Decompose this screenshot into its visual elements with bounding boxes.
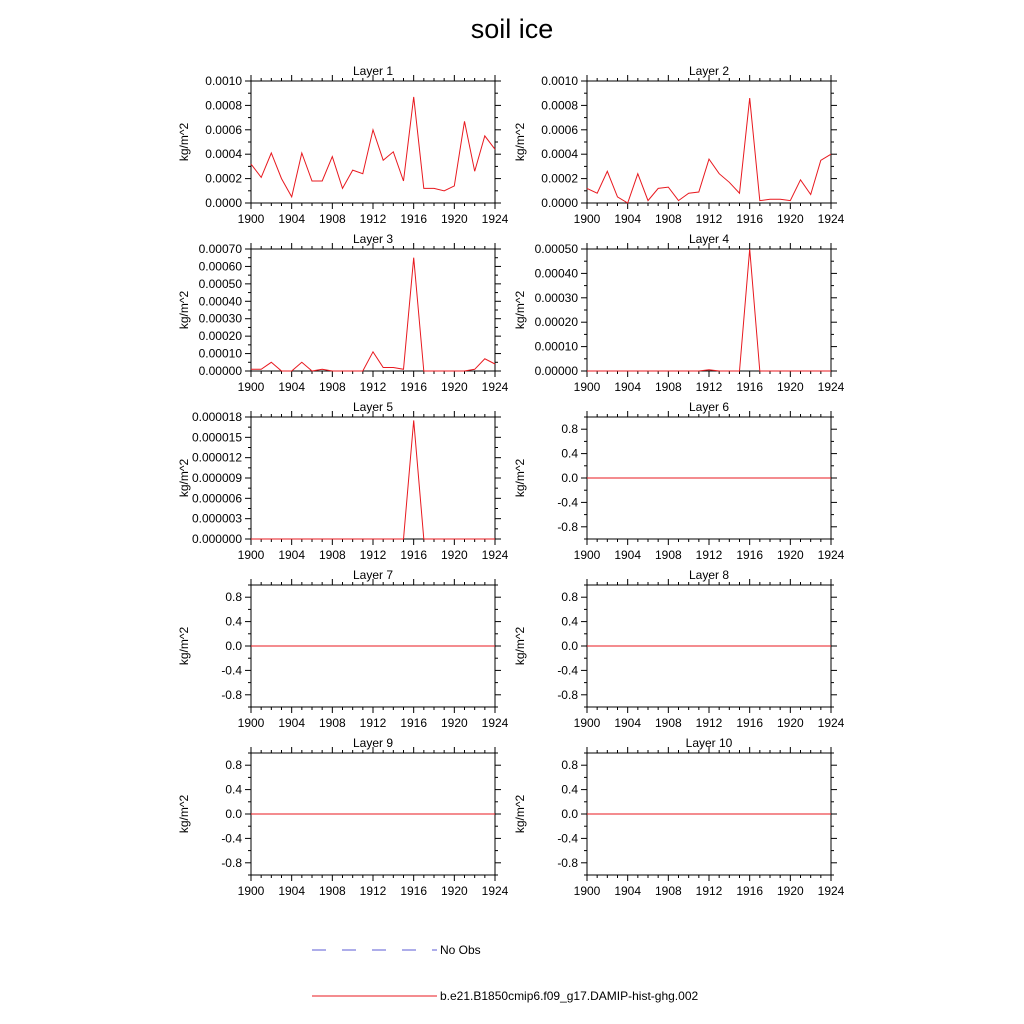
x-tick-label: 1912 xyxy=(359,380,387,394)
x-tick-label: 1900 xyxy=(573,548,601,562)
series-line xyxy=(251,97,495,197)
panel-title: Layer 4 xyxy=(688,232,730,246)
y-tick-label: 0.4 xyxy=(561,446,578,461)
x-tick-label: 1924 xyxy=(817,380,845,394)
x-tick-label: 1908 xyxy=(318,212,346,226)
x-tick-label: 1900 xyxy=(573,212,601,226)
y-tick-label: -0.8 xyxy=(557,855,578,870)
y-tick-label: 0.00040 xyxy=(534,266,578,281)
x-tick-label: 1900 xyxy=(237,548,265,562)
x-tick-label: 1900 xyxy=(573,380,601,394)
x-tick-label: 1900 xyxy=(237,212,265,226)
x-tick-label: 1920 xyxy=(440,716,468,730)
y-tick-label: 0.0000 xyxy=(205,196,242,210)
x-tick-label: 1912 xyxy=(695,548,723,562)
x-tick-label: 1908 xyxy=(654,716,682,730)
x-tick-label: 1920 xyxy=(440,380,468,394)
y-tick-label: 0.00020 xyxy=(198,329,242,344)
series-line xyxy=(587,98,831,203)
panel-layer-4 xyxy=(513,232,845,394)
y-tick-label: 0.00050 xyxy=(198,276,242,291)
y-tick-label: 0.0 xyxy=(225,639,242,653)
panel-layer-2 xyxy=(513,64,845,226)
y-tick-label: 0.0004 xyxy=(205,147,242,162)
x-tick-label: 1920 xyxy=(776,548,804,562)
y-axis-label: kg/m^2 xyxy=(177,122,191,162)
y-tick-label: 0.0006 xyxy=(205,122,242,137)
panels-group xyxy=(177,64,845,898)
x-tick-label: 1908 xyxy=(654,212,682,226)
y-tick-label: 0.0006 xyxy=(541,122,578,137)
y-tick-label: 0.8 xyxy=(561,590,578,605)
y-tick-label: 0.0 xyxy=(561,807,578,821)
y-axis-label: kg/m^2 xyxy=(513,626,527,666)
y-tick-label: 0.00050 xyxy=(534,242,578,256)
y-axis-label: kg/m^2 xyxy=(177,458,191,498)
x-tick-label: 1908 xyxy=(654,548,682,562)
panel-layer-3 xyxy=(177,232,509,394)
y-tick-label: 0.000009 xyxy=(191,471,242,485)
x-tick-label: 1924 xyxy=(481,380,509,394)
x-tick-label: 1912 xyxy=(359,884,387,898)
y-tick-label: 0.000015 xyxy=(191,430,242,445)
x-tick-label: 1916 xyxy=(736,884,764,898)
x-tick-label: 1912 xyxy=(695,716,723,730)
y-axis-label: kg/m^2 xyxy=(177,626,191,666)
x-tick-label: 1908 xyxy=(654,884,682,898)
panel-title: Layer 2 xyxy=(688,64,730,78)
y-tick-label: -0.8 xyxy=(557,687,578,702)
y-tick-label: 0.4 xyxy=(561,614,578,629)
x-tick-label: 1908 xyxy=(318,884,346,898)
panel-title: Layer 1 xyxy=(352,64,394,78)
x-tick-label: 1912 xyxy=(695,884,723,898)
y-axis-label: kg/m^2 xyxy=(513,122,527,162)
series-line xyxy=(587,249,831,371)
y-tick-label: 0.4 xyxy=(225,782,242,797)
panel-layer-7 xyxy=(177,568,509,730)
panel-title: Layer 8 xyxy=(688,568,730,582)
x-tick-label: 1924 xyxy=(817,716,845,730)
y-tick-label: -0.8 xyxy=(557,519,578,534)
x-tick-label: 1904 xyxy=(278,716,306,730)
y-tick-label: -0.4 xyxy=(221,663,242,678)
y-tick-label: 0.00000 xyxy=(534,364,578,378)
y-tick-label: 0.0 xyxy=(225,807,242,821)
y-tick-label: -0.4 xyxy=(557,663,578,678)
panel-layer-10 xyxy=(513,736,845,898)
y-axis-label: kg/m^2 xyxy=(177,794,191,834)
x-tick-label: 1920 xyxy=(440,884,468,898)
x-tick-label: 1916 xyxy=(736,212,764,226)
panel-title: Layer 7 xyxy=(352,568,394,582)
panel-layer-9 xyxy=(177,736,509,898)
y-tick-label: 0.00000 xyxy=(198,364,242,378)
plot-frame xyxy=(251,81,495,203)
y-tick-label: 0.000003 xyxy=(191,511,242,526)
panel-title: Layer 3 xyxy=(352,232,394,246)
legend xyxy=(312,943,698,1003)
x-tick-label: 1916 xyxy=(736,548,764,562)
y-tick-label: -0.4 xyxy=(557,831,578,846)
y-tick-label: 0.000018 xyxy=(191,410,242,424)
x-tick-label: 1908 xyxy=(654,380,682,394)
plot-frame xyxy=(587,81,831,203)
figure-title: soil ice xyxy=(470,14,554,44)
y-tick-label: 0.4 xyxy=(561,782,578,797)
panel-title: Layer 10 xyxy=(685,736,733,750)
y-tick-label: 0.000000 xyxy=(191,532,242,546)
x-tick-label: 1908 xyxy=(318,380,346,394)
x-tick-label: 1900 xyxy=(237,884,265,898)
y-axis-label: kg/m^2 xyxy=(177,290,191,330)
x-tick-label: 1920 xyxy=(776,380,804,394)
x-tick-label: 1904 xyxy=(614,380,642,394)
y-tick-label: 0.0002 xyxy=(541,171,578,186)
x-tick-label: 1912 xyxy=(359,548,387,562)
x-tick-label: 1900 xyxy=(573,884,601,898)
x-tick-label: 1916 xyxy=(400,212,428,226)
y-tick-label: 0.8 xyxy=(225,758,242,773)
x-tick-label: 1920 xyxy=(776,716,804,730)
panel-layer-6 xyxy=(513,400,845,562)
x-tick-label: 1900 xyxy=(237,716,265,730)
y-tick-label: 0.0 xyxy=(561,639,578,653)
plot-frame xyxy=(587,249,831,371)
x-tick-label: 1920 xyxy=(440,548,468,562)
y-tick-label: -0.8 xyxy=(221,687,242,702)
panel-layer-8 xyxy=(513,568,845,730)
x-tick-label: 1916 xyxy=(736,716,764,730)
y-tick-label: 0.00010 xyxy=(198,346,242,361)
y-tick-label: 0.00030 xyxy=(534,290,578,305)
x-tick-label: 1916 xyxy=(400,380,428,394)
x-tick-label: 1900 xyxy=(573,716,601,730)
x-tick-label: 1904 xyxy=(614,212,642,226)
x-tick-label: 1924 xyxy=(481,716,509,730)
x-tick-label: 1920 xyxy=(776,884,804,898)
y-tick-label: 0.0 xyxy=(561,471,578,485)
x-tick-label: 1904 xyxy=(614,548,642,562)
x-tick-label: 1908 xyxy=(318,548,346,562)
y-tick-label: 0.0002 xyxy=(205,171,242,186)
x-tick-label: 1904 xyxy=(614,716,642,730)
panel-title: Layer 5 xyxy=(352,400,394,414)
x-tick-label: 1924 xyxy=(481,212,509,226)
x-tick-label: 1904 xyxy=(614,884,642,898)
y-tick-label: -0.4 xyxy=(557,495,578,510)
y-axis-label: kg/m^2 xyxy=(513,794,527,834)
panel-title: Layer 9 xyxy=(352,736,394,750)
x-tick-label: 1924 xyxy=(481,548,509,562)
x-tick-label: 1924 xyxy=(817,212,845,226)
y-tick-label: 0.0000 xyxy=(541,196,578,210)
x-tick-label: 1904 xyxy=(278,380,306,394)
x-tick-label: 1912 xyxy=(695,212,723,226)
x-tick-label: 1904 xyxy=(278,884,306,898)
x-tick-label: 1924 xyxy=(481,884,509,898)
y-tick-label: 0.00060 xyxy=(198,259,242,274)
x-tick-label: 1916 xyxy=(400,884,428,898)
x-tick-label: 1916 xyxy=(400,716,428,730)
y-tick-label: 0.000006 xyxy=(191,491,242,506)
y-tick-label: 0.0008 xyxy=(205,98,242,113)
x-tick-label: 1912 xyxy=(359,212,387,226)
x-tick-label: 1900 xyxy=(237,380,265,394)
series-line xyxy=(251,420,495,539)
y-tick-label: 0.4 xyxy=(225,614,242,629)
y-axis-label: kg/m^2 xyxy=(513,458,527,498)
plot-frame xyxy=(251,417,495,539)
y-tick-label: 0.000012 xyxy=(191,450,242,465)
panel-layer-5 xyxy=(177,400,509,562)
panel-layer-1 xyxy=(177,64,509,226)
x-tick-label: 1924 xyxy=(817,548,845,562)
y-tick-label: 0.0010 xyxy=(205,74,242,88)
y-tick-label: 0.8 xyxy=(561,758,578,773)
x-tick-label: 1916 xyxy=(736,380,764,394)
y-tick-label: 0.00020 xyxy=(534,315,578,330)
x-tick-label: 1920 xyxy=(776,212,804,226)
x-tick-label: 1912 xyxy=(359,716,387,730)
y-tick-label: 0.00040 xyxy=(198,294,242,309)
y-tick-label: -0.8 xyxy=(221,855,242,870)
y-tick-label: 0.00030 xyxy=(198,311,242,326)
series-line xyxy=(251,258,495,371)
legend-label-no-obs: No Obs xyxy=(440,943,481,957)
y-tick-label: 0.8 xyxy=(225,590,242,605)
y-tick-label: 0.8 xyxy=(561,422,578,437)
y-tick-label: 0.0010 xyxy=(541,74,578,88)
panel-title: Layer 6 xyxy=(688,400,730,414)
x-tick-label: 1924 xyxy=(817,884,845,898)
x-tick-label: 1920 xyxy=(440,212,468,226)
x-tick-label: 1904 xyxy=(278,212,306,226)
legend-label-model: b.e21.B1850cmip6.f09_g17.DAMIP-hist-ghg.002 xyxy=(440,989,699,1003)
y-axis-label: kg/m^2 xyxy=(513,290,527,330)
y-tick-label: 0.00010 xyxy=(534,339,578,354)
x-tick-label: 1912 xyxy=(695,380,723,394)
y-tick-label: 0.0004 xyxy=(541,147,578,162)
x-tick-label: 1904 xyxy=(278,548,306,562)
y-tick-label: 0.0008 xyxy=(541,98,578,113)
y-tick-label: -0.4 xyxy=(221,831,242,846)
x-tick-label: 1908 xyxy=(318,716,346,730)
y-tick-label: 0.00070 xyxy=(198,242,242,256)
x-tick-label: 1916 xyxy=(400,548,428,562)
